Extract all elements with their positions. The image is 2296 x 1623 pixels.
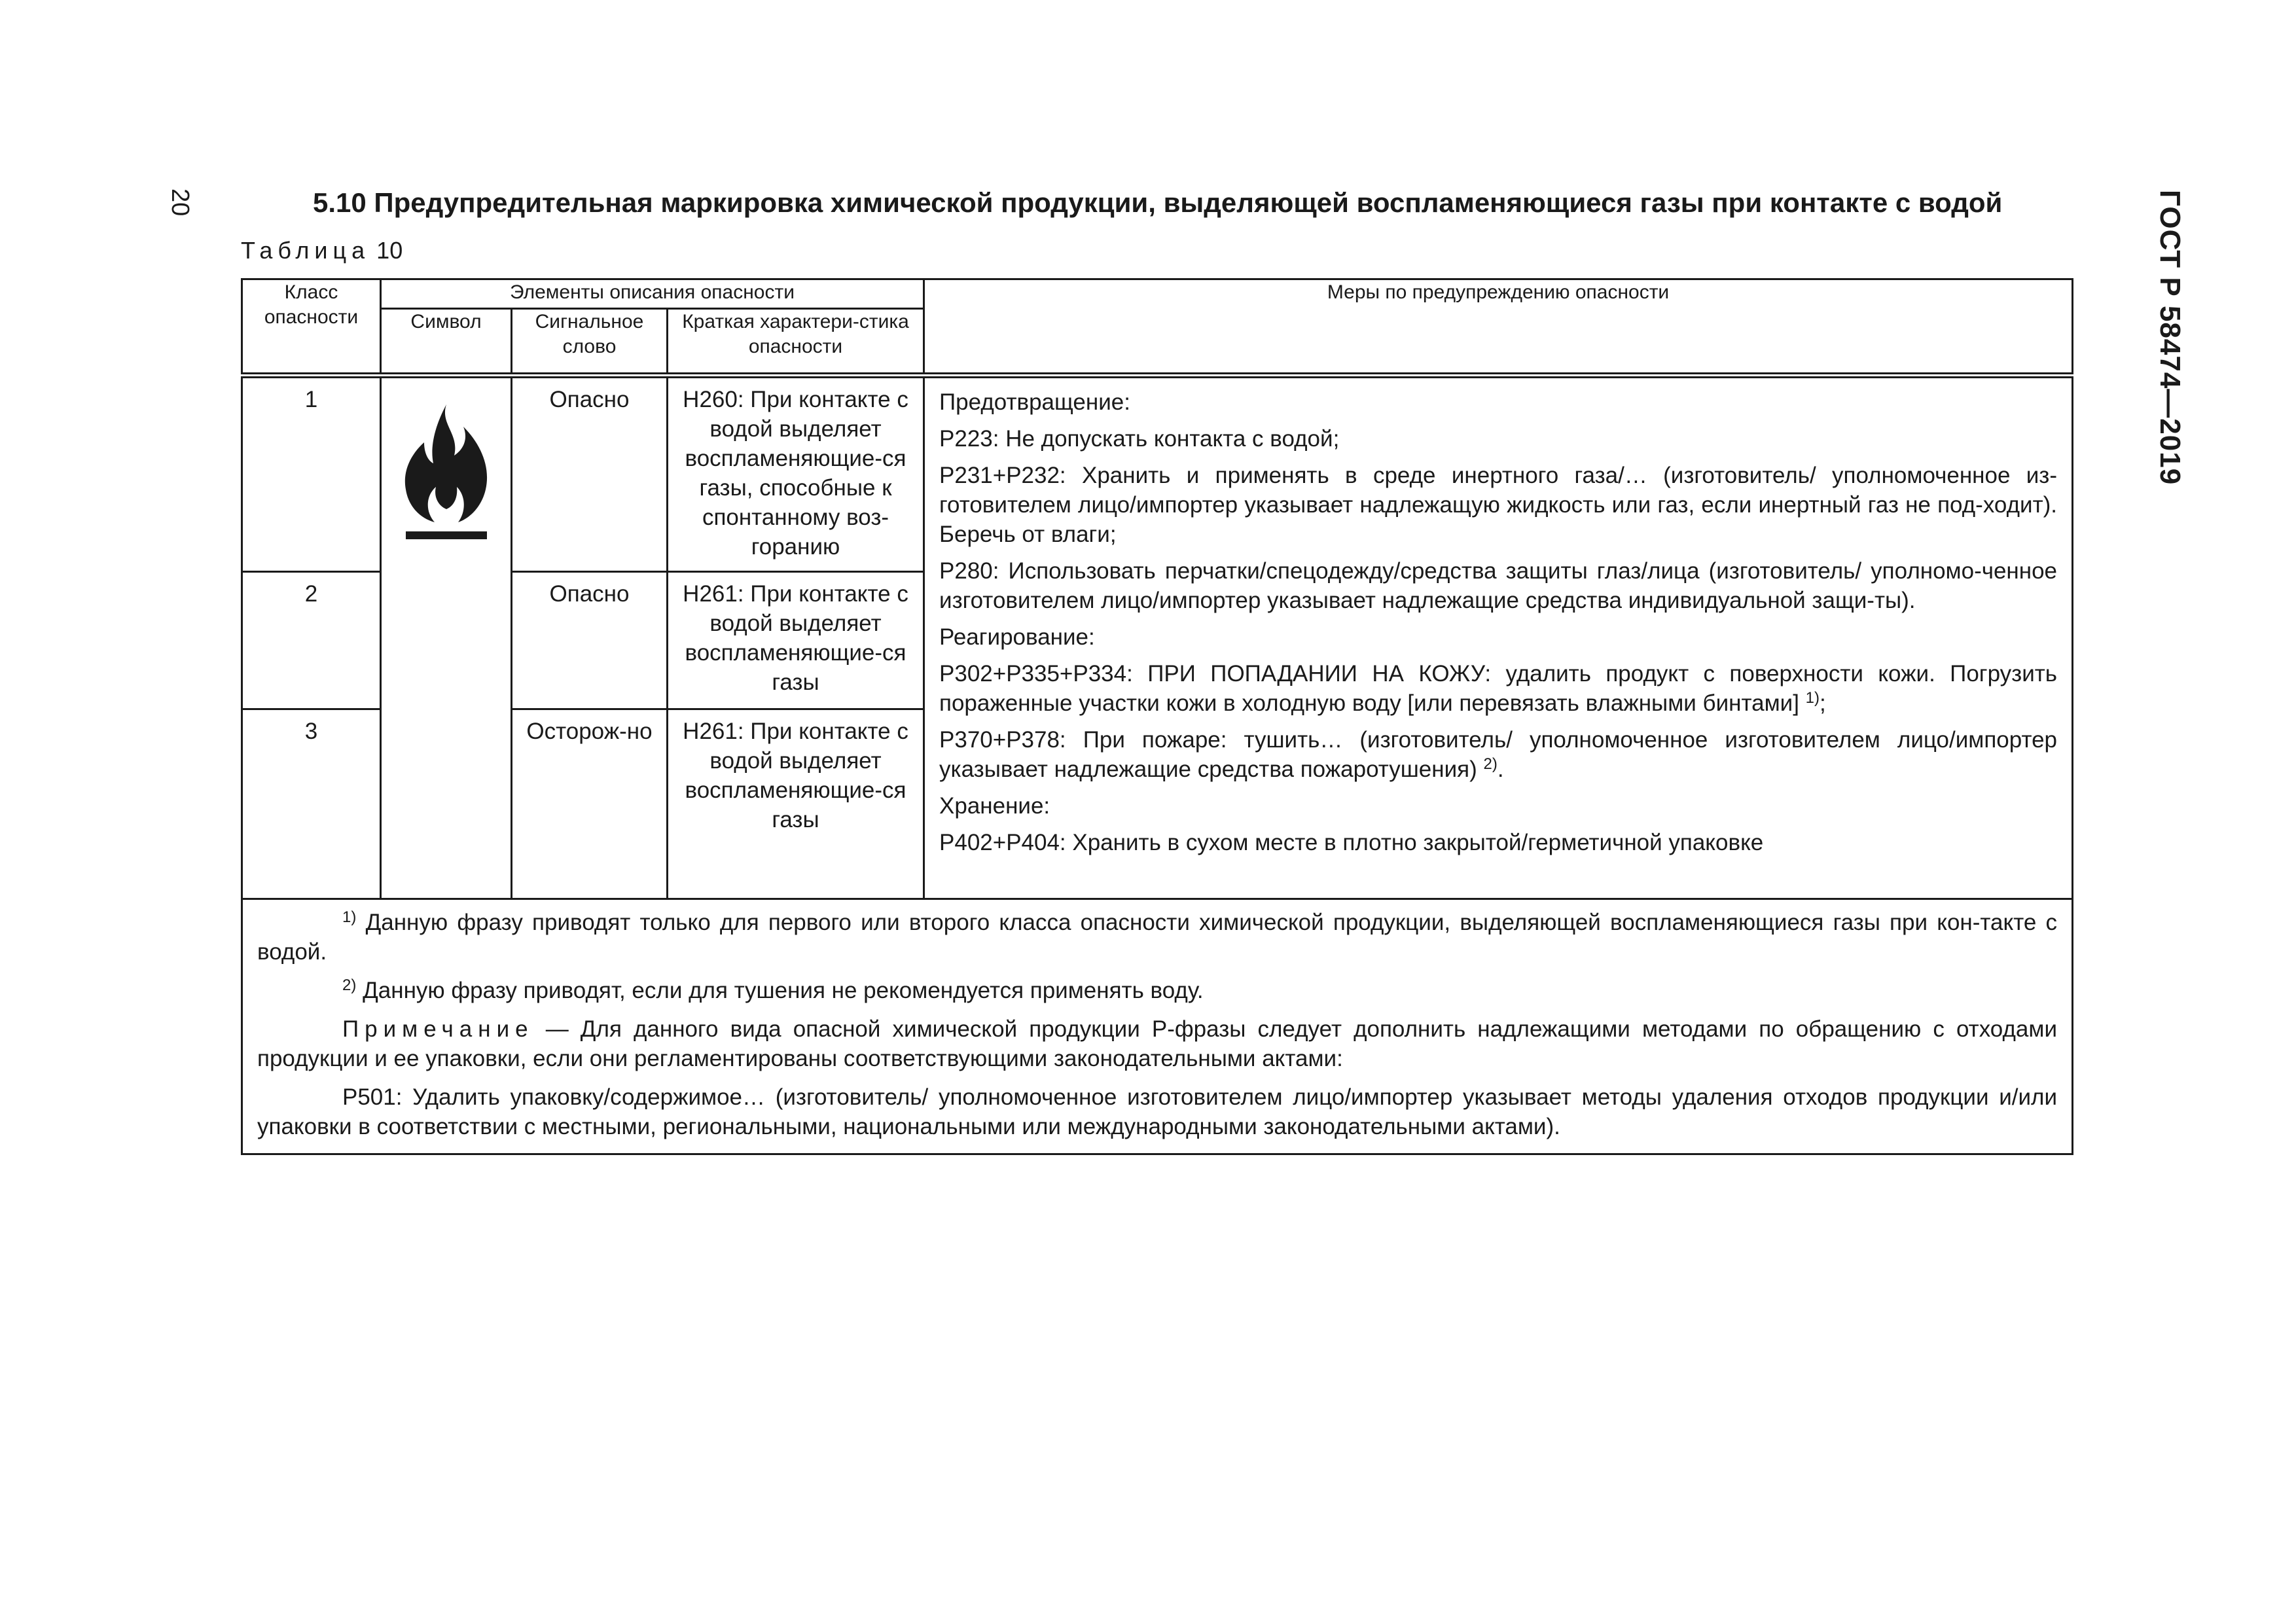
header-brief-description: Краткая характери-стика опасности (668, 309, 924, 376)
measure-heading-storage: Хранение: (939, 793, 1050, 819)
flame-base-line (406, 531, 487, 539)
table-notes-row (242, 899, 2073, 1154)
hazard-statement-cell: H261: При контакте с водой выделяет воспламеняющие-ся газы (668, 572, 924, 709)
footnote-1 (257, 908, 2057, 967)
measure-p280: P280: Использовать перчатки/спецодежду/средства защиты глаз/лица (изготовитель/ уполномо-ченное изготовителем лицо/импортер указывает надлежащие средства индивидуальной защи-ты). (939, 558, 2058, 613)
hazard-class-cell: 1 (242, 376, 381, 572)
measure-p370-text: P370+P378: При пожаре: тушить… (изготовитель/ уполномоченное изготовителем лицо/импортер указывает надлежащие средства пожаротушения) (939, 727, 2058, 782)
signal-word-cell: Опасно (512, 572, 668, 709)
header-hazard-elements: Элементы описания опасности (381, 279, 924, 309)
measure-p501: P501: Удалить упаковку/содержимое… (изготовитель/ уполномоченное изготовителем лицо/импортер указывает методы удаления отходов продукции и/или упаковки в соответствии с местными, региональными, национальными или международными законодательными актами). (257, 1084, 2058, 1139)
symbol-cell (381, 376, 512, 899)
measure-p302-p335-p334 (939, 659, 2057, 718)
signal-word-cell: Опасно (512, 376, 668, 572)
standard-designation: ГОСТ Р 58474—2019 (2154, 190, 2186, 486)
page-number: 20 (166, 188, 194, 217)
header-prevention-measures: Меры по предупреждению опасности (924, 279, 2073, 376)
measure-heading-response: Реагирование: (939, 624, 1095, 650)
table-label (241, 237, 403, 264)
table-label-word: Таблица (241, 237, 370, 264)
table-note (257, 1014, 2057, 1073)
footnote-1-mark: 1) (342, 908, 357, 926)
hazard-statement-cell: H260: При контакте с водой выделяет воспламеняющие-ся газы, способные к спонтанному воз-горанию (668, 376, 924, 572)
footnote-2-text: Данную фразу приводят, если для тушения не рекомендуется применять воду. (363, 978, 1204, 1003)
hazard-table (241, 278, 2073, 1155)
table-notes-cell (242, 899, 2073, 1154)
footnote-1-text: Данную фразу приводят только для первого или второго класса опасности химической продукции, выделяющей воспламеняющиеся газы при кон-такте с водой. (257, 910, 2058, 965)
prevention-measures-cell (924, 376, 2073, 899)
measure-p402-p404: P402+P404: Хранить в сухом месте в плотно закрытой/герметичной упаковке (939, 830, 1764, 855)
hazard-statement-cell: H261: При контакте с водой выделяет воспламеняющие-ся газы (668, 709, 924, 899)
footnote-ref-1: 1) (1805, 689, 1820, 707)
table-row (242, 376, 2073, 572)
measure-heading-prevention: Предотвращение: (939, 389, 1130, 415)
signal-word-cell: Осторож-но (512, 709, 668, 899)
measure-p370-end: . (1497, 757, 1504, 782)
measure-p302-end: ; (1820, 690, 1826, 716)
note-text: — Для данного вида опасной химической продукции Р-фразы следует дополнить надлежащими методами по обращению с отходами продукции и ее упаковки, если они регламентированы соответствующими законодательными актами: (257, 1016, 2057, 1071)
measure-p370-p378 (939, 725, 2057, 784)
hazard-class-cell: 2 (242, 572, 381, 709)
header-symbol: Символ (381, 309, 512, 376)
hazard-class-cell: 3 (242, 709, 381, 899)
footnote-2 (257, 976, 2057, 1005)
table-label-number: 10 (376, 237, 403, 264)
header-hazard-class: Класс опасности (242, 279, 381, 376)
flame-over-line-icon (394, 398, 499, 542)
section-title: 5.10 Предупредительная маркировка химической продукции, выделяющей воспламеняющиеся газы при контакте с водой (313, 187, 2003, 218)
measure-p223: P223: Не допускать контакта с водой; (939, 426, 1340, 452)
flame-shape (404, 404, 486, 522)
measure-p302-text: P302+P335+P334: ПРИ ПОПАДАНИИ НА КОЖУ: удалить продукт с поверхности кожи. Погрузить пораженные участки кожи в холодную воду [или перевязать влажными бинтами] (939, 661, 2058, 716)
footnote-2-mark: 2) (342, 976, 357, 994)
footnote-ref-2: 2) (1483, 755, 1498, 773)
measure-p231-p232: P231+P232: Хранить и применять в среде инертного газа/… (изготовитель/ уполномоченное из-готовителем лицо/импортер указывает надлежащую жидкость или газ, если инертный газ не под-ходит). Беречь от влаги; (939, 463, 2058, 547)
note-label: Примечание (342, 1016, 534, 1042)
header-signal-word: Сигнальное слово (512, 309, 668, 376)
